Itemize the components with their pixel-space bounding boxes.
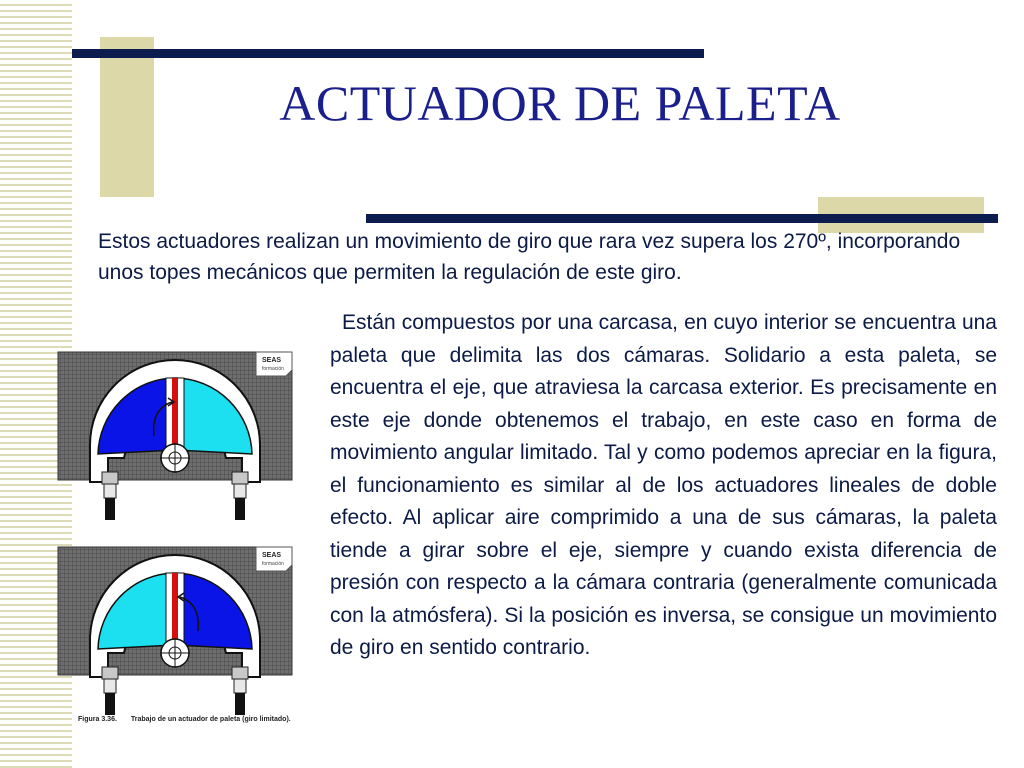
logo-text: SEAS	[262, 357, 282, 364]
intro-paragraph: Estos actuadores realizan un movimiento de giro que rara vez supera los 270º, incorporando unos topes mecánicos que permiten la regulación de este giro.	[98, 230, 961, 284]
figure-number: Figura 3.36.	[78, 716, 117, 723]
vane-actuator-diagram-1	[56, 350, 294, 522]
middle-rule	[366, 214, 998, 223]
logo-text: SEAS	[262, 552, 282, 559]
logo-subtext: formación	[262, 561, 284, 567]
figure-caption	[78, 716, 291, 723]
logo-subtext: formación	[262, 366, 284, 372]
body-paragraph: Están compuestos por una carcasa, en cuyo interior se encuentra una paleta que delimita las dos cámaras. Solidario a esta paleta, se encuentra el eje, que atraviesa la carcasa exterior. Es precisamente en este eje donde obtenemos el trabajo, en este caso en forma de movimiento angular limitado. Tal y como podemos apreciar en la figura, el funcionamiento es similar al de los actuadores lineales de doble efecto. Al aplicar aire comprimido a una de sus cámaras, la paleta tiende a girar sobre el eje, siempre y cuando exista diferencia de presión con respecto a la cámara contraria (generalmente comunicada con la atmósfera). Si la posición es inversa, se consigue un movimiento de giro en sentido contrario.	[330, 311, 997, 659]
top-rule	[72, 49, 704, 58]
slide-title: ACTUADOR DE PALETA	[279, 75, 841, 131]
vane-actuator-diagram-2	[56, 545, 294, 717]
figure-caption-text: Trabajo de un actuador de paleta (giro limitado).	[130, 716, 291, 723]
